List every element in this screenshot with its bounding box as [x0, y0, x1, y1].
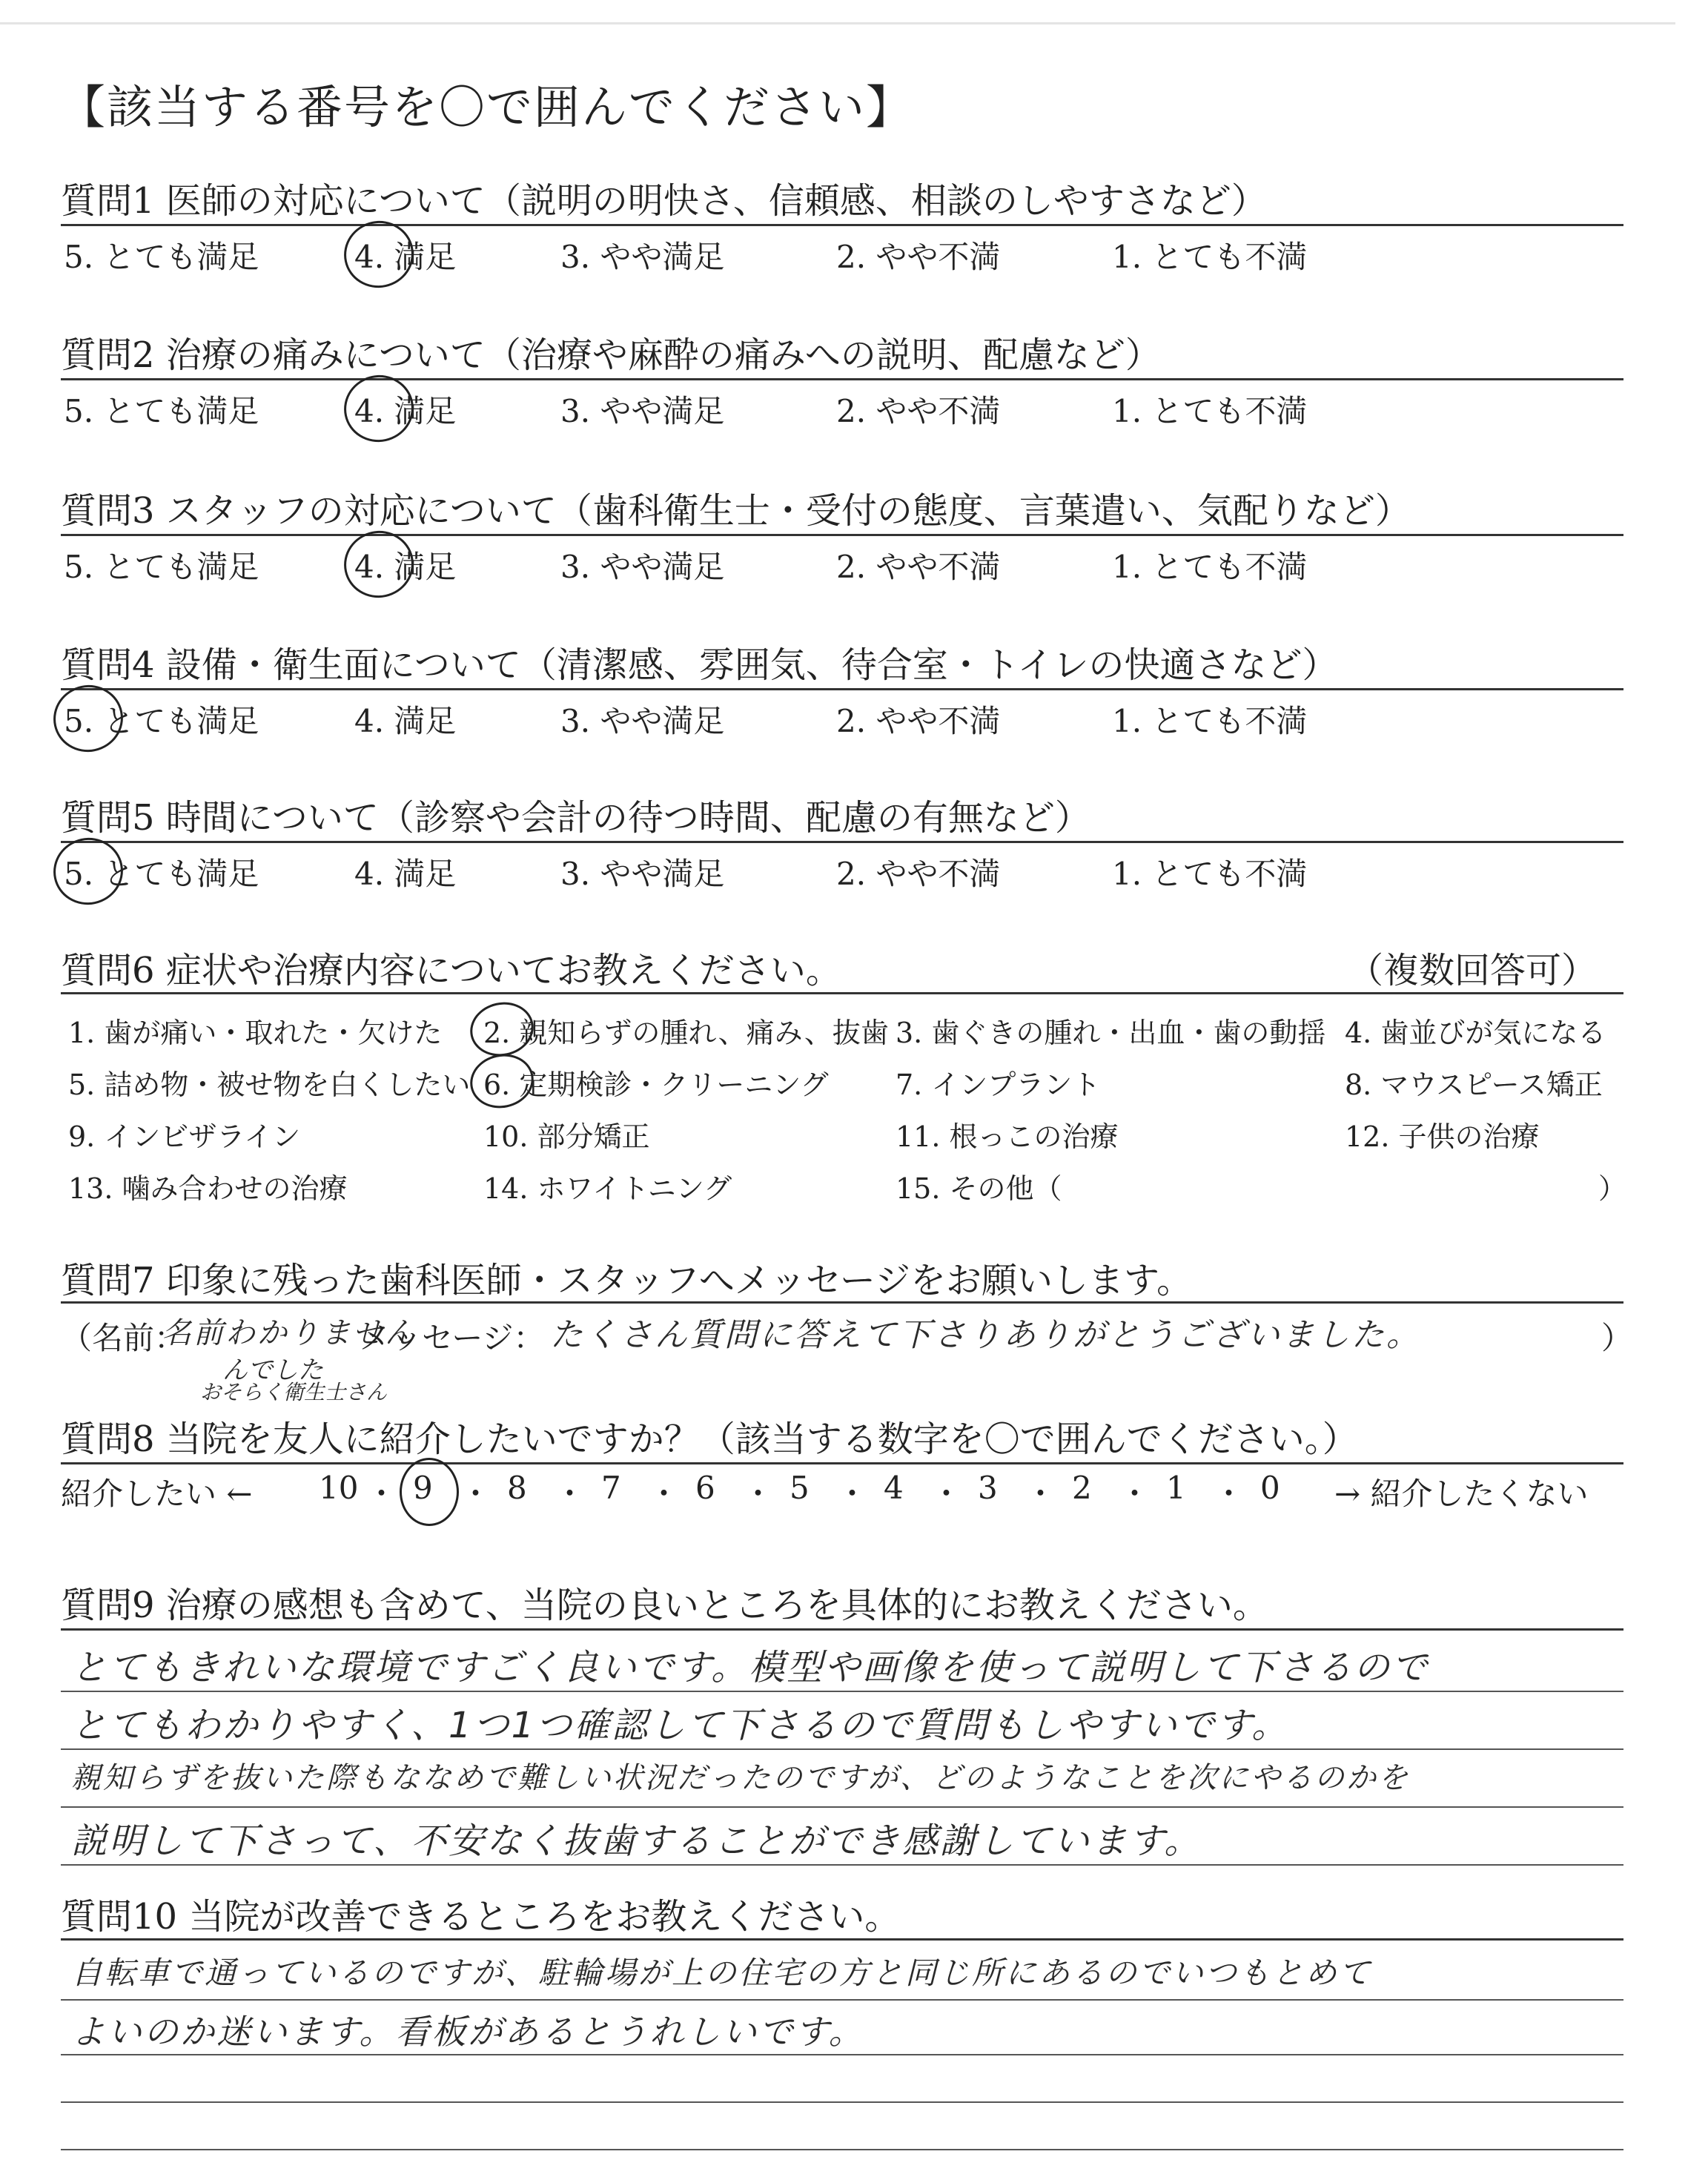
q8-scale-dot: ・	[648, 1476, 680, 1512]
q4-option-4[interactable]: 4. 満足	[354, 703, 457, 739]
q1-option-5[interactable]: 5. とても満足	[64, 239, 259, 275]
q8-scale-dot: ・	[742, 1476, 774, 1512]
q6-note: （複数回答可）	[1348, 950, 1598, 991]
q1-selected-circle	[338, 214, 420, 294]
q9-line-2: とてもわかりやすく、1つ1つ確認して下さるので質問もしやすいです。	[71, 1705, 1290, 1746]
q7-name-value[interactable]: 名前わかりません	[162, 1316, 417, 1350]
q6-option-11[interactable]: 11. 根っこの治療	[896, 1120, 1119, 1153]
q8-scale-dot: ・	[460, 1476, 491, 1512]
q3-title: 質問3 スタッフの対応について（歯科衛生士・受付の態度、言葉遣い、気配りなど）	[61, 490, 1411, 532]
q5-option-5[interactable]: 5. とても満足	[64, 856, 259, 892]
q8-scale-dot: ・	[1213, 1476, 1245, 1512]
q9-writing-rule-2	[61, 1748, 1623, 1750]
q7-name-note2: おそらく衛生士さん	[200, 1380, 388, 1404]
q5-option-1[interactable]: 1. とても不満	[1112, 856, 1308, 892]
q10-line-2: よいのか迷います。看板があるとうれしいです。	[71, 2012, 865, 2052]
q4-title: 質問4 設備・衛生面について（清潔感、雰囲気、待合室・トイレの快適さなど）	[61, 644, 1338, 686]
q1-option-4[interactable]: 4. 満足	[354, 239, 457, 275]
q10-writing-rule-4	[61, 2149, 1623, 2150]
q6-selected-circle-6	[465, 1048, 538, 1114]
q8-scale-2[interactable]: 2	[1072, 1470, 1092, 1506]
q8-scale-4[interactable]: 4	[884, 1470, 904, 1506]
q8-scale-5[interactable]: 5	[790, 1470, 810, 1506]
q8-scale-dot: ・	[1025, 1476, 1056, 1512]
q8-scale-6[interactable]: 6	[695, 1470, 715, 1506]
q6-title: 質問6 症状や治療内容についてお教えください。	[61, 950, 841, 991]
q8-rule	[61, 1462, 1623, 1464]
q8-scale-3[interactable]: 3	[978, 1470, 998, 1506]
q6-option-8[interactable]: 8. マウスピース矯正	[1345, 1069, 1603, 1101]
q7-close: ）	[1601, 1320, 1633, 1356]
q6-option-15[interactable]: 15. その他（	[896, 1172, 1062, 1205]
q6-option-9[interactable]: 9. インビザライン	[68, 1120, 301, 1153]
q9-title: 質問9 治療の感想も含めて、当院の良いところを具体的にお教えください。	[61, 1585, 1268, 1626]
page-header: 【該当する番号を〇で囲んでください】	[59, 80, 914, 134]
q10-title: 質問10 当院が改善できるところをお教えください。	[61, 1896, 901, 1938]
q6-option-14[interactable]: 14. ホワイトニング	[483, 1172, 732, 1205]
q9-writing-rule-3	[61, 1806, 1623, 1808]
q6-option-6[interactable]: 6. 定期検診・クリーニング	[483, 1069, 829, 1101]
q6-other-close[interactable]: ）	[1598, 1172, 1627, 1205]
q8-scale-dot: ・	[836, 1476, 868, 1512]
q4-option-3[interactable]: 3. やや満足	[560, 703, 725, 739]
q8-scale-dot: ・	[365, 1476, 397, 1512]
q10-writing-rule-1	[61, 1999, 1623, 2001]
q4-selected-circle	[47, 678, 130, 759]
q1-option-3[interactable]: 3. やや満足	[560, 239, 725, 275]
q6-option-1[interactable]: 1. 歯が痛い・取れた・欠けた	[68, 1017, 443, 1049]
q8-scale-1[interactable]: 1	[1166, 1470, 1186, 1506]
q8-left-label: 紹介したい ←	[61, 1476, 253, 1512]
q2-option-2[interactable]: 2. やや不満	[836, 393, 1001, 429]
q7-title: 質問7 印象に残った歯科医師・スタッフへメッセージをお願いします。	[61, 1260, 1193, 1301]
q9-line-1: とてもきれいな環境ですごく良いです。模型や画像を使って説明して下さるので	[71, 1647, 1430, 1688]
q6-selected-circle-2	[465, 997, 538, 1062]
q7-rule	[61, 1301, 1623, 1304]
q8-scale-7[interactable]: 7	[601, 1470, 621, 1506]
q8-scale-dot: ・	[1119, 1476, 1151, 1512]
q8-right-label: → 紹介したくない	[1334, 1476, 1589, 1512]
q9-rule	[61, 1628, 1623, 1631]
q8-scale-0[interactable]: 0	[1260, 1470, 1280, 1506]
q2-option-3[interactable]: 3. やや満足	[560, 393, 725, 429]
q8-scale-9[interactable]: 9	[413, 1470, 433, 1506]
q10-rule	[61, 1938, 1623, 1941]
q10-writing-rule-3	[61, 2101, 1623, 2103]
q5-option-3[interactable]: 3. やや満足	[560, 856, 725, 892]
q5-selected-circle	[47, 831, 130, 911]
q5-option-2[interactable]: 2. やや不満	[836, 856, 1001, 892]
q3-option-3[interactable]: 3. やや満足	[560, 549, 725, 585]
q4-option-1[interactable]: 1. とても不満	[1112, 703, 1308, 739]
q6-option-7[interactable]: 7. インプラント	[896, 1069, 1101, 1101]
q6-option-13[interactable]: 13. 噛み合わせの治療	[68, 1172, 348, 1205]
q3-selected-circle	[338, 524, 420, 604]
q2-option-1[interactable]: 1. とても不満	[1112, 393, 1308, 429]
q8-scale-10[interactable]: 10	[319, 1470, 359, 1506]
q2-selected-circle	[338, 369, 420, 449]
q3-option-1[interactable]: 1. とても不満	[1112, 549, 1308, 585]
q6-option-2[interactable]: 2. 親知らずの腫れ、痛み、抜歯	[483, 1017, 889, 1049]
q8-title: 質問8 当院を友人に紹介したいですか？（該当する数字を〇で囲んでください。）	[61, 1418, 1358, 1460]
q4-option-2[interactable]: 2. やや不満	[836, 703, 1001, 739]
q3-option-4[interactable]: 4. 満足	[354, 549, 457, 585]
q6-option-3[interactable]: 3. 歯ぐきの腫れ・出血・歯の動揺	[896, 1017, 1326, 1049]
scan-edge	[0, 22, 1675, 24]
q8-scale-8[interactable]: 8	[507, 1470, 527, 1506]
q3-option-5[interactable]: 5. とても満足	[64, 549, 259, 585]
q5-title: 質問5 時間について（診察や会計の待つ時間、配慮の有無など）	[61, 797, 1090, 839]
q5-rule	[61, 841, 1623, 843]
q6-option-10[interactable]: 10. 部分矯正	[483, 1120, 650, 1153]
q8-scale-dot: ・	[930, 1476, 962, 1512]
q3-rule	[61, 534, 1623, 536]
q9-line-3: 親知らずを抜いた際もななめで難しい状況だったのですが、どのようなことを次にやるのかを	[71, 1761, 1410, 1795]
q10-writing-rule-2	[61, 2054, 1623, 2055]
q2-rule	[61, 378, 1623, 380]
q8-scale-dot: ・	[554, 1476, 586, 1512]
q9-writing-rule-1	[61, 1691, 1623, 1692]
q2-option-5[interactable]: 5. とても満足	[64, 393, 259, 429]
q1-title: 質問1 医師の対応について（説明の明快さ、信頼感、相談のしやすさなど）	[61, 180, 1267, 222]
q6-option-5[interactable]: 5. 詰め物・被せ物を白くしたい	[68, 1069, 471, 1101]
q6-option-12[interactable]: 12. 子供の治療	[1345, 1120, 1540, 1153]
q7-message-value[interactable]: たくさん質問に答えて下さりありがとうございました。	[550, 1316, 1421, 1354]
q6-option-4[interactable]: 4. 歯並びが気になる	[1345, 1017, 1606, 1049]
q5-option-4[interactable]: 4. 満足	[354, 856, 457, 892]
q7-name-label: （名前：	[61, 1320, 186, 1356]
q7-message-label: メッセージ：	[360, 1320, 545, 1356]
q4-option-5[interactable]: 5. とても満足	[64, 703, 259, 739]
q2-option-4[interactable]: 4. 満足	[354, 393, 457, 429]
q7-name-note: んでした	[222, 1355, 323, 1385]
q9-line-4: 説明して下さって、不安なく抜歯することができ感謝しています。	[71, 1820, 1202, 1862]
q1-option-1[interactable]: 1. とても不満	[1112, 239, 1308, 275]
q10-line-1: 自転車で通っているのですが、駐輪場が上の住宅の方と同じ所にあるのでいつもとめて	[71, 1955, 1373, 1991]
q1-rule	[61, 224, 1623, 226]
q2-title: 質問2 治療の痛みについて（治療や麻酔の痛みへの説明、配慮など）	[61, 334, 1161, 376]
q1-option-2[interactable]: 2. やや不満	[836, 239, 1001, 275]
q8-selected-circle	[400, 1458, 459, 1526]
q9-writing-rule-4	[61, 1864, 1623, 1866]
q6-rule	[61, 992, 1623, 994]
q4-rule	[61, 688, 1623, 690]
q3-option-2[interactable]: 2. やや不満	[836, 549, 1001, 585]
